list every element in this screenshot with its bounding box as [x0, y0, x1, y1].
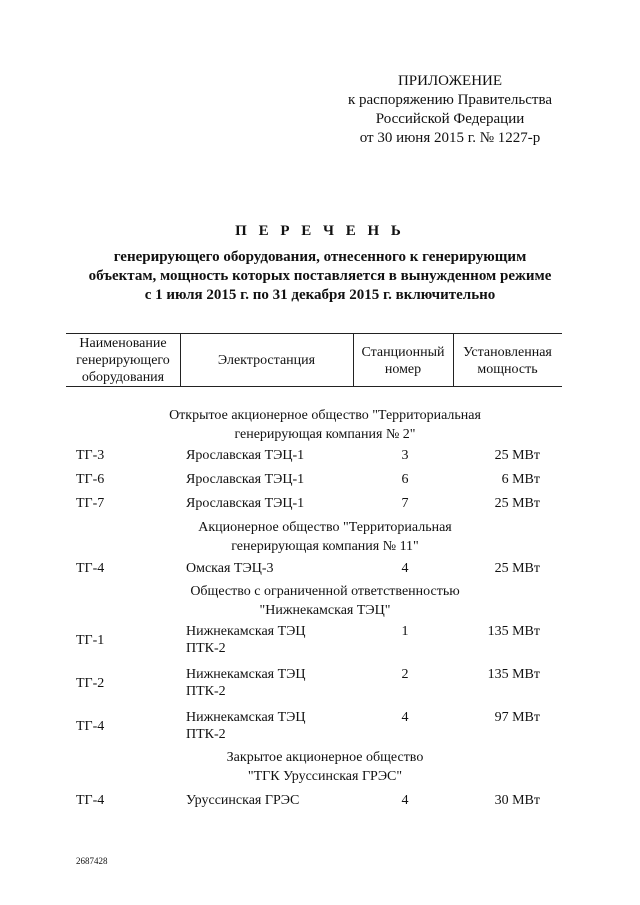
unit-name: ТГ-7: [76, 496, 105, 511]
heading-line: генерирующего оборудования, отнесенного к генерирующим: [113, 249, 527, 265]
installed-power: 25 МВт: [494, 448, 540, 463]
header-equipment: Наименование генерирующего оборудования: [76, 336, 170, 385]
station-number: 4: [401, 710, 409, 725]
unit-name: ТГ-1: [76, 633, 105, 648]
station-name: Уруссинская ГРЭС: [186, 793, 300, 808]
installed-power: 97 МВт: [494, 710, 540, 725]
org-heading: Закрытое акционерное общество "ТГК Уруссинская ГРЭС": [226, 750, 424, 784]
station-name: Ярославская ТЭЦ-1: [186, 496, 305, 511]
station-number: 7: [401, 496, 409, 511]
org-heading: Открытое акционерное общество "Территориальная генерирующая компания № 2": [169, 408, 481, 442]
station-number: 3: [401, 448, 409, 463]
installed-power: 6 МВт: [501, 472, 540, 487]
installed-power: 135 МВт: [487, 667, 540, 682]
header-number: Станционный номер: [361, 345, 445, 377]
appendix-line: к распоряжению Правительства: [347, 92, 552, 108]
org-heading: Общество с ограниченной ответственностью "Нижнекамская ТЭЦ": [190, 584, 460, 618]
document-title: П Е Р Е Ч Е Н Ь: [235, 223, 405, 239]
station-number: 6: [401, 472, 409, 487]
org-heading: Акционерное общество "Территориальная генерирующая компания № 11": [198, 520, 452, 554]
station-name: Омская ТЭЦ-3: [186, 561, 274, 576]
station-number: 1: [401, 624, 409, 639]
unit-name: ТГ-6: [76, 472, 105, 487]
installed-power: 135 МВт: [487, 624, 540, 639]
station-number: 2: [401, 667, 409, 682]
appendix-line: от 30 июня 2015 г. № 1227-р: [359, 130, 541, 146]
appendix-line: Российской Федерации: [375, 111, 525, 127]
table-header-rule: [66, 386, 562, 387]
table-top-rule: [66, 333, 562, 334]
station-name: Нижнекамская ТЭЦ ПТК-2: [186, 624, 306, 656]
station-number: 4: [401, 561, 409, 576]
unit-name: ТГ-2: [76, 676, 105, 691]
installed-power: 30 МВт: [494, 793, 540, 808]
installed-power: 25 МВт: [494, 561, 540, 576]
station-number: 4: [401, 793, 409, 808]
heading-line: с 1 июля 2015 г. по 31 декабря 2015 г. включительно: [144, 287, 496, 303]
unit-name: ТГ-4: [76, 793, 105, 808]
appendix-title: ПРИЛОЖЕНИЕ: [397, 73, 503, 89]
station-name: Нижнекамская ТЭЦ ПТК-2: [186, 710, 306, 742]
unit-name: ТГ-4: [76, 719, 105, 734]
heading-line: объектам, мощность которых поставляется в вынужденном режиме: [88, 268, 552, 284]
station-name: Ярославская ТЭЦ-1: [186, 472, 305, 487]
document-heading: [60, 222, 580, 305]
header-power: Установленная мощность: [463, 345, 552, 377]
appendix-block: [330, 72, 570, 148]
header-station: Электростанция: [217, 353, 316, 368]
unit-name: ТГ-4: [76, 561, 105, 576]
document-code: 2687428: [76, 856, 108, 866]
installed-power: 25 МВт: [494, 496, 540, 511]
station-name: Ярославская ТЭЦ-1: [186, 448, 305, 463]
unit-name: ТГ-3: [76, 448, 105, 463]
station-name: Нижнекамская ТЭЦ ПТК-2: [186, 667, 306, 699]
